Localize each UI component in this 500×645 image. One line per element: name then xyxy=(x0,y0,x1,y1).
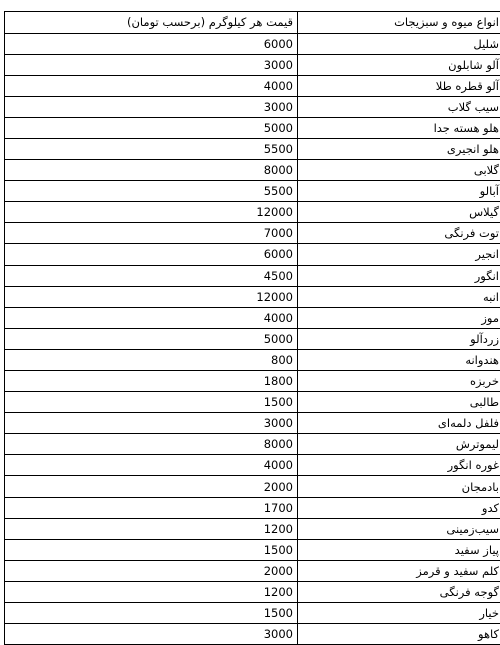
table-row xyxy=(5,138,500,159)
item-cell: هندوانه xyxy=(298,349,500,370)
price-cell: 4000 xyxy=(5,455,298,476)
item-cell: شلیل xyxy=(298,33,500,54)
table-row xyxy=(5,328,500,349)
item-cell: فلفل دلمه‌ای xyxy=(298,413,500,434)
price-cell: 4000 xyxy=(5,75,298,96)
table-row xyxy=(5,33,500,54)
table-row xyxy=(5,181,500,202)
price-cell: 1500 xyxy=(5,392,298,413)
item-cell: غوره انگور xyxy=(298,455,500,476)
item-cell: سیب‌زمینی xyxy=(298,518,500,539)
item-cell: آلو قطره طلا xyxy=(298,75,500,96)
price-table xyxy=(4,11,500,645)
item-cell: کدو xyxy=(298,497,500,518)
table-row xyxy=(5,476,500,497)
table-row xyxy=(5,96,500,117)
table-row xyxy=(5,75,500,96)
table-row xyxy=(5,518,500,539)
price-cell: 1500 xyxy=(5,603,298,624)
item-cell: سیب گلاب xyxy=(298,96,500,117)
item-cell: آلو شابلون xyxy=(298,54,500,75)
table-row xyxy=(5,117,500,138)
item-cell: بادمجان xyxy=(298,476,500,497)
item-cell: انجیر xyxy=(298,244,500,265)
table-row xyxy=(5,265,500,286)
table-row xyxy=(5,497,500,518)
item-cell: لیموترش xyxy=(298,434,500,455)
price-cell: 1800 xyxy=(5,371,298,392)
price-cell: 6000 xyxy=(5,33,298,54)
table-row xyxy=(5,160,500,181)
price-table-body xyxy=(5,12,500,645)
price-cell: 5000 xyxy=(5,328,298,349)
item-cell: آبالو xyxy=(298,181,500,202)
item-cell: خربزه xyxy=(298,371,500,392)
header-price: قیمت هر کیلوگرم (برحسب تومان) xyxy=(5,12,298,34)
price-cell: 3000 xyxy=(5,96,298,117)
item-cell: کلم سفید و قرمز xyxy=(298,560,500,581)
price-cell: 12000 xyxy=(5,286,298,307)
item-cell: گیلاس xyxy=(298,202,500,223)
item-cell: پیاز سفید xyxy=(298,539,500,560)
price-cell: 1200 xyxy=(5,581,298,602)
table-row xyxy=(5,286,500,307)
price-cell: 12000 xyxy=(5,202,298,223)
price-cell: 2000 xyxy=(5,560,298,581)
table-row xyxy=(5,434,500,455)
table-row xyxy=(5,624,500,645)
table-row xyxy=(5,54,500,75)
table-row xyxy=(5,603,500,624)
header-item: انواع میوه و سبزیجات xyxy=(298,12,500,34)
price-cell: 4500 xyxy=(5,265,298,286)
price-cell: 5000 xyxy=(5,117,298,138)
price-cell: 2000 xyxy=(5,476,298,497)
item-cell: انبه xyxy=(298,286,500,307)
price-cell: 8000 xyxy=(5,434,298,455)
table-row xyxy=(5,371,500,392)
price-cell: 8000 xyxy=(5,160,298,181)
table-header-row xyxy=(5,12,500,34)
item-cell: زردآلو xyxy=(298,328,500,349)
table-row xyxy=(5,223,500,244)
table-row xyxy=(5,392,500,413)
price-cell: 1200 xyxy=(5,518,298,539)
price-cell: 1700 xyxy=(5,497,298,518)
price-cell: 3000 xyxy=(5,54,298,75)
price-cell: 1500 xyxy=(5,539,298,560)
price-cell: 3000 xyxy=(5,413,298,434)
item-cell: کاهو xyxy=(298,624,500,645)
price-cell: 5500 xyxy=(5,138,298,159)
table-row xyxy=(5,560,500,581)
price-cell: 6000 xyxy=(5,244,298,265)
table-row xyxy=(5,581,500,602)
item-cell: خیار xyxy=(298,603,500,624)
table-row xyxy=(5,539,500,560)
item-cell: انگور xyxy=(298,265,500,286)
price-cell: 5500 xyxy=(5,181,298,202)
table-row xyxy=(5,307,500,328)
table-row xyxy=(5,202,500,223)
table-row xyxy=(5,244,500,265)
table-row xyxy=(5,413,500,434)
item-cell: توت فرنگی xyxy=(298,223,500,244)
item-cell: موز xyxy=(298,307,500,328)
item-cell: گلابی xyxy=(298,160,500,181)
item-cell: طالبی xyxy=(298,392,500,413)
price-cell: 4000 xyxy=(5,307,298,328)
item-cell: هلو انجیری xyxy=(298,138,500,159)
table-row xyxy=(5,455,500,476)
item-cell: گوجه فرنگی xyxy=(298,581,500,602)
price-cell: 3000 xyxy=(5,624,298,645)
price-cell: 7000 xyxy=(5,223,298,244)
price-cell: 800 xyxy=(5,349,298,370)
item-cell: هلو هسته جدا xyxy=(298,117,500,138)
table-row xyxy=(5,349,500,370)
